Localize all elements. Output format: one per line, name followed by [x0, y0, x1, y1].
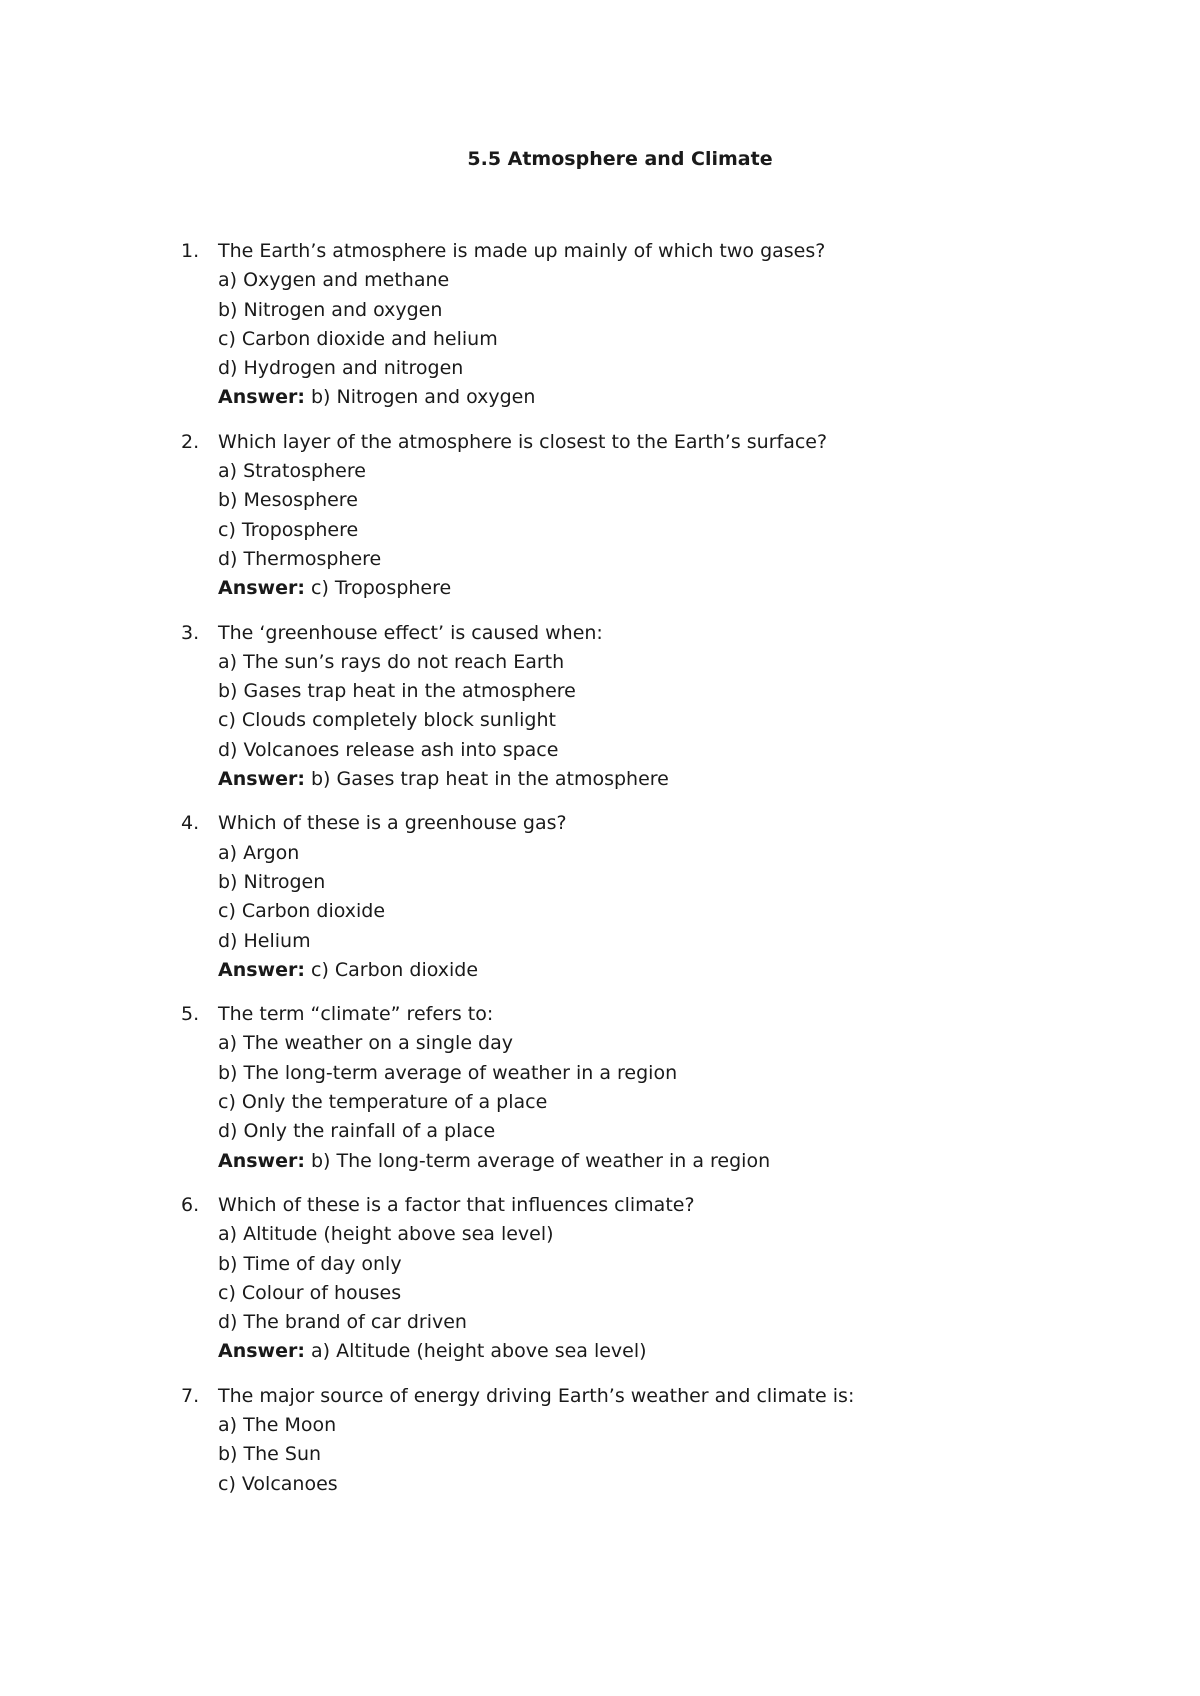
answer-option: d) Hydrogen and nitrogen [218, 357, 464, 380]
question-item [0, 237, 1200, 413]
answer-option: c) Volcanoes [218, 1472, 338, 1495]
question-number: 2. [181, 430, 200, 453]
question-number: 5. [181, 1003, 200, 1026]
answer-line [218, 765, 1200, 794]
answer-option: c) Carbon dioxide and helium [218, 327, 498, 350]
answer-option: c) Only the temperature of a place [218, 1091, 548, 1114]
question-item [0, 1000, 1200, 1176]
question-item [0, 1191, 1200, 1367]
answer-option: b) Gases trap heat in the atmosphere [218, 680, 576, 703]
answer-label: Answer: [218, 1340, 305, 1363]
question-number: 7. [181, 1384, 200, 1407]
answer-option: a) The weather on a single day [218, 1032, 514, 1055]
document-title: 5.5 Atmosphere and Climate [467, 148, 773, 170]
question-body [218, 237, 1200, 413]
answer-option: c) Colour of houses [218, 1281, 402, 1304]
answer-option: d) Helium [218, 929, 311, 952]
question-text: Which layer of the atmosphere is closest to the Earth’s surface? [218, 430, 828, 453]
answer-option: d) Thermosphere [218, 547, 382, 570]
answer-line [218, 956, 1200, 985]
question-item [0, 809, 1200, 985]
answer-option: a) The Moon [218, 1413, 337, 1436]
answer-line [218, 1337, 1200, 1366]
answer-text: c) Troposphere [311, 577, 452, 600]
answer-label: Answer: [218, 386, 305, 409]
answer-option: b) Mesosphere [218, 489, 358, 512]
question-text: The term “climate” refers to: [218, 1003, 494, 1026]
answer-label: Answer: [218, 958, 305, 981]
question-text: Which of these is a greenhouse gas? [218, 812, 567, 835]
question-number: 3. [181, 621, 200, 644]
question-body [218, 619, 1200, 795]
question-number: 1. [181, 240, 200, 262]
question-text: The Earth’s atmosphere is made up mainly of which two gases? [218, 240, 826, 262]
question-body [218, 428, 1200, 604]
answer-option: a) Stratosphere [218, 460, 366, 483]
question-body [218, 1382, 1200, 1499]
answer-option: b) The Sun [218, 1443, 322, 1466]
answer-label: Answer: [218, 768, 305, 791]
answer-option: b) The long-term average of weather in a region [218, 1061, 678, 1084]
answer-option: d) Volcanoes release ash into space [218, 738, 559, 761]
answer-option: a) The sun’s rays do not reach Earth [218, 650, 565, 673]
answer-label: Answer: [218, 1149, 305, 1172]
question-item [0, 1382, 1200, 1499]
question-number: 6. [181, 1193, 200, 1216]
answer-text: b) Nitrogen and oxygen [311, 386, 536, 409]
answer-text: b) The long-term average of weather in a region [311, 1149, 771, 1172]
answer-text: c) Carbon dioxide [311, 958, 479, 981]
question-text: Which of these is a factor that influences climate? [218, 1193, 695, 1216]
question-text: The ‘greenhouse effect’ is caused when: [218, 621, 603, 644]
answer-option: b) Nitrogen [218, 870, 326, 893]
question-number: 4. [181, 812, 200, 835]
answer-option: d) The brand of car driven [218, 1311, 467, 1334]
question-text: The major source of energy driving Earth’s weather and climate is: [218, 1384, 855, 1407]
answer-option: a) Altitude (height above sea level) [218, 1223, 554, 1246]
answer-option: a) Argon [218, 841, 300, 864]
answer-line [218, 574, 1200, 603]
question-item [0, 428, 1200, 604]
answer-line [218, 383, 1200, 412]
answer-line [218, 1147, 1200, 1176]
answer-option: b) Nitrogen and oxygen [218, 298, 443, 321]
question-body [218, 809, 1200, 985]
answer-text: a) Altitude (height above sea level) [311, 1340, 647, 1363]
answer-option: b) Time of day only [218, 1252, 402, 1275]
question-item [0, 619, 1200, 795]
answer-option: c) Clouds completely block sunlight [218, 709, 556, 732]
question-body [218, 1000, 1200, 1176]
answer-option: a) Oxygen and methane [218, 269, 450, 292]
question-list [0, 237, 1200, 1514]
answer-option: c) Troposphere [218, 518, 359, 541]
answer-option: d) Only the rainfall of a place [218, 1120, 496, 1143]
answer-option: c) Carbon dioxide [218, 900, 386, 923]
answer-text: b) Gases trap heat in the atmosphere [311, 768, 669, 791]
question-body [218, 1191, 1200, 1367]
answer-label: Answer: [218, 577, 305, 600]
